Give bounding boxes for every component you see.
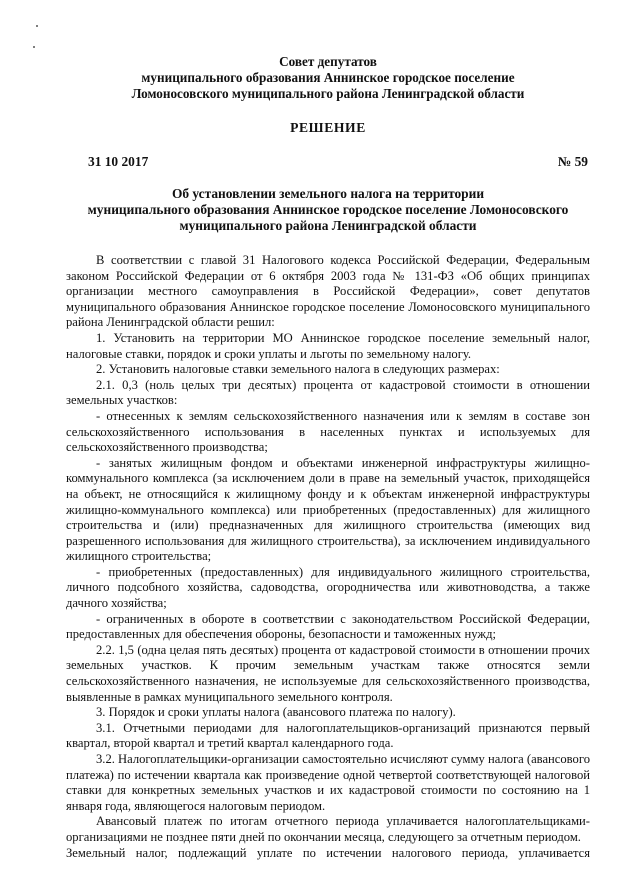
body-paragraph: - ограниченных в обороте в соответствии с законодательством Российской Федерации, предоставленных для обеспечения обороны, безопасности и таможенных нужд;: [66, 611, 590, 642]
decision-subject: [66, 186, 590, 234]
body-paragraph: 1. Установить на территории МО Аннинское городское поселение земельный налог, налоговые ставки, порядок и сроки уплаты и льготы по земельному налогу.: [66, 330, 590, 361]
decision-number: № 59: [557, 154, 588, 169]
body-paragraph: 2.2. 1,5 (одна целая пять десятых) процента от кадастровой стоимости в отношении прочих земельных участков. К прочим земельным участкам также относятся земли сельскохозяйственного назначения, не используемые для сельскохозяйственного производства, выявленные в рамках муниципального земельного контроля.: [66, 642, 590, 704]
scan-speck: [36, 25, 38, 27]
subject-line: Об установлении земельного налога на территории: [171, 186, 485, 201]
council-header-line: Совет депутатов: [279, 54, 377, 69]
body-paragraph: Авансовый платеж по итогам отчетного периода уплачивается налогоплательщиками-организациями не позднее пяти дней по окончании месяца, следующего за отчетным периодом.: [66, 814, 590, 844]
council-header-line: Ломоносовского муниципального района Ленинградской области: [131, 86, 525, 101]
decision-date: 31 10 2017: [88, 154, 149, 169]
decision-body: [66, 253, 590, 861]
body-paragraph: В соответствии с главой 31 Налогового кодекса Российской Федерации, Федеральным законом Российской Федерации от 6 октября 2003 года № 131-ФЗ «Об общих принципах организации местного самоуправления в Российской Федерации», совет депутатов муниципального образования Аннинское городское поселение Ломоносовского муниципального района Ленинградской области решил:: [66, 253, 590, 330]
body-paragraph: 2. Установить налоговые ставки земельного налога в следующих размерах:: [96, 362, 500, 377]
body-paragraph: - приобретенных (предоставленных) для индивидуального жилищного строительства, личного подсобного хозяйства, садоводства, огородничества или животноводства, а также дачного хозяйства;: [66, 564, 590, 611]
body-paragraph: 2.1. 0,3 (ноль целых три десятых) процента от кадастровой стоимости в отношении земельных участков:: [66, 377, 590, 408]
body-paragraph: - занятых жилищным фондом и объектами инженерной инфраструктуры жилищно-коммунального комплекса (за исключением доли в праве на земельный участок, приходящейся на объект, не относящийся к жилищному фонду и к объектам инженерной инфраструктуры жилищно-коммунального комплекса) или приобретенных (предоставленных) для жилищного строительства и (или) предназначенных для жилищного строительства (имеющих вид разрешенного использования для жилищного строительства), за исключением индивидуального жилищного строительства;: [66, 455, 590, 564]
document-page: [66, 54, 590, 861]
body-paragraph: 3.2. Налогоплательщики-организации самостоятельно исчисляют сумму налога (авансового платежа) по истечении квартала как произведение одной четвертой соответствующей налоговой ставки для конкретных земельных участков и их кадастровой стоимости по состоянию на 1 января года, являющегося налоговым периодом.: [66, 752, 590, 813]
council-header-line: муниципального образования Аннинское городское поселение: [141, 70, 515, 85]
scan-speck: [33, 46, 35, 48]
document-type: РЕШЕНИЕ: [290, 120, 366, 135]
body-paragraph: 3.1. Отчетными периодами для налогоплательщиков-организаций признаются первый квартал, второй квартал и третий квартал календарного года.: [66, 720, 590, 751]
body-paragraph: Земельный налог, подлежащий уплате по истечении налогового периода, уплачивается: [66, 845, 590, 860]
body-paragraph: - отнесенных к землям сельскохозяйственного назначения или к землям в составе зон сельскохозяйственного использования в населенных пунктах и используемых для сельскохозяйственного производства;: [66, 408, 590, 455]
date-number-line: [66, 154, 590, 170]
body-paragraph: 3. Порядок и сроки уплаты налога (авансового платежа по налогу).: [96, 705, 456, 720]
council-header: [66, 54, 590, 102]
subject-line: муниципального района Ленинградской области: [179, 218, 477, 233]
subject-line: муниципального образования Аннинское городское поселение Ломоносовского: [87, 202, 569, 217]
